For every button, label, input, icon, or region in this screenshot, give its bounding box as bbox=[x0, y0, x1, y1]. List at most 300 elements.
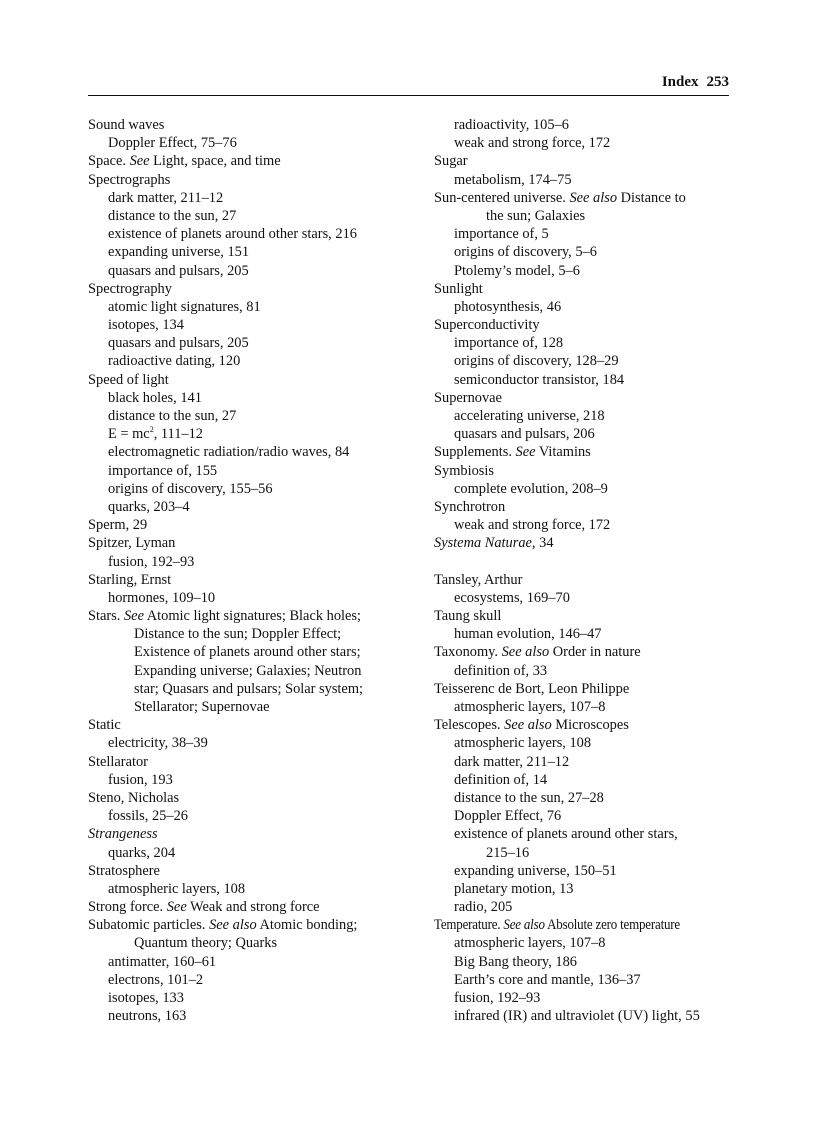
entry-text bbox=[88, 535, 175, 551]
index-subentry bbox=[434, 116, 734, 134]
index-subentry bbox=[88, 589, 408, 607]
entry-term: semiconductor transistor, 184 bbox=[454, 371, 625, 388]
index-entry bbox=[434, 316, 734, 334]
index-subentry bbox=[434, 262, 734, 280]
entry-term: fusion, 192–93 bbox=[454, 990, 541, 1006]
entry-term: accelerating universe, 218 bbox=[454, 408, 605, 424]
entry-text bbox=[88, 717, 121, 733]
entry-term: Sun-centered universe. bbox=[434, 189, 570, 206]
entry-term: Quantum theory; Quarks bbox=[134, 935, 278, 952]
entry-term: Sugar bbox=[434, 153, 468, 170]
entry-term: Stellarator; Supernovae bbox=[134, 699, 270, 715]
entry-term: Spectrography bbox=[88, 280, 172, 297]
entry-term: electromagnetic radiation/radio waves, 84 bbox=[108, 444, 350, 461]
index-subentry bbox=[434, 989, 734, 1007]
entry-text bbox=[108, 463, 217, 479]
entry-term: electrons, 101–2 bbox=[108, 971, 204, 988]
entry-text bbox=[454, 481, 608, 497]
entry-text bbox=[454, 1008, 700, 1024]
entry-reference: Vitamins bbox=[535, 444, 591, 461]
entry-text bbox=[454, 590, 570, 606]
index-entry bbox=[88, 280, 408, 298]
index-column-right bbox=[434, 116, 734, 1025]
entry-text bbox=[88, 572, 171, 588]
entry-text bbox=[434, 390, 502, 406]
entry-text bbox=[108, 1008, 186, 1024]
entry-term: expanding universe, 151 bbox=[108, 244, 250, 261]
index-subentry bbox=[88, 807, 408, 825]
page-number: 253 bbox=[706, 74, 729, 90]
entry-term: quarks, 203–4 bbox=[108, 498, 190, 515]
entry-text bbox=[134, 663, 361, 679]
entry-term: Superconductivity bbox=[434, 317, 540, 334]
entry-text bbox=[108, 590, 215, 606]
entry-text bbox=[454, 372, 624, 388]
entry-term: dark matter, 211–12 bbox=[108, 189, 224, 206]
entry-text bbox=[108, 208, 236, 224]
entry-term: origins of discovery, 155–56 bbox=[108, 480, 273, 497]
index-entry bbox=[88, 862, 408, 880]
index-subentry bbox=[88, 334, 408, 352]
entry-text bbox=[434, 463, 494, 479]
entry-term: existence of planets around other stars, 216 bbox=[108, 226, 357, 243]
index-continuation bbox=[88, 662, 408, 680]
index-subentry bbox=[434, 134, 734, 152]
entry-term: Telescopes. bbox=[434, 717, 505, 734]
index-subentry bbox=[434, 934, 734, 952]
entry-text bbox=[88, 372, 169, 388]
index-subentry bbox=[88, 771, 408, 789]
entry-term: distance to the sun, 27 bbox=[108, 207, 237, 224]
entry-text bbox=[108, 317, 184, 333]
entry-term: Space. bbox=[88, 153, 130, 170]
entry-term: E = mc bbox=[108, 426, 150, 443]
entry-text bbox=[434, 444, 591, 460]
entry-text bbox=[434, 681, 629, 697]
entry-text bbox=[454, 972, 641, 988]
index-subentry bbox=[434, 880, 734, 898]
cross-reference-label: See bbox=[166, 899, 187, 916]
entry-text bbox=[108, 444, 349, 460]
index-subentry bbox=[434, 243, 734, 261]
index-entry bbox=[88, 171, 408, 189]
entry-term: importance of, 155 bbox=[108, 462, 218, 479]
entry-text bbox=[108, 244, 249, 260]
entry-term: quasars and pulsars, 205 bbox=[108, 262, 249, 279]
entry-text bbox=[434, 153, 468, 169]
entry-text bbox=[88, 917, 357, 933]
index-subentry bbox=[434, 516, 734, 534]
index-subentry bbox=[88, 425, 408, 443]
entry-reference: , 111–12 bbox=[153, 426, 203, 443]
entry-term: fusion, 192–93 bbox=[108, 553, 195, 570]
entry-text bbox=[108, 735, 208, 751]
index-entry bbox=[88, 916, 408, 934]
entry-text bbox=[454, 899, 512, 915]
entry-term: Starling, Ernst bbox=[88, 571, 172, 588]
entry-term: Speed of light bbox=[88, 371, 169, 388]
index-entry bbox=[434, 680, 734, 698]
entry-text bbox=[454, 954, 577, 970]
entry-text bbox=[108, 881, 245, 897]
entry-text bbox=[454, 335, 563, 351]
entry-text bbox=[434, 317, 540, 333]
entry-term: the sun; Galaxies bbox=[486, 207, 586, 224]
entry-text bbox=[454, 426, 595, 442]
entry-term: Doppler Effect, 76 bbox=[454, 808, 562, 825]
entry-text bbox=[454, 863, 617, 879]
entry-term: Sound waves bbox=[88, 117, 165, 133]
entry-term: isotopes, 133 bbox=[108, 990, 184, 1006]
entry-text bbox=[454, 663, 547, 679]
index-subentry bbox=[88, 734, 408, 752]
index-entry bbox=[88, 898, 408, 916]
entry-term: radioactive dating, 120 bbox=[108, 353, 241, 370]
entry-term: star; Quasars and pulsars; Solar system; bbox=[134, 680, 364, 697]
entry-text bbox=[434, 644, 641, 660]
index-subentry bbox=[434, 589, 734, 607]
entry-text bbox=[454, 172, 572, 188]
entry-reference: Light, space, and time bbox=[149, 153, 281, 170]
index-subentry bbox=[434, 698, 734, 716]
entry-text bbox=[108, 554, 194, 570]
index-entry bbox=[88, 152, 408, 170]
entry-term: weak and strong force, 172 bbox=[454, 517, 611, 534]
index-entry bbox=[434, 607, 734, 625]
entry-term: fusion, 193 bbox=[108, 771, 173, 788]
cross-reference-label: Strangeness bbox=[88, 826, 158, 843]
entry-term: Static bbox=[88, 717, 121, 734]
index-subentry bbox=[434, 753, 734, 771]
index-continuation bbox=[88, 625, 408, 643]
entry-text bbox=[454, 353, 619, 369]
entry-text bbox=[108, 335, 249, 351]
index-entry bbox=[88, 716, 408, 734]
index-subentry bbox=[434, 298, 734, 316]
index-subentry bbox=[88, 553, 408, 571]
section-title: Index bbox=[661, 74, 699, 90]
entry-text bbox=[454, 826, 678, 842]
entry-text bbox=[454, 881, 574, 897]
index-subentry bbox=[88, 1007, 408, 1025]
index-entry bbox=[434, 534, 734, 552]
entry-text bbox=[134, 644, 361, 660]
entry-term: Supernovae bbox=[434, 389, 502, 406]
index-continuation bbox=[88, 934, 408, 952]
entry-term: atmospheric layers, 108 bbox=[108, 880, 246, 897]
index-subentry bbox=[88, 443, 408, 461]
index-subentry bbox=[88, 953, 408, 971]
entry-term: hormones, 109–10 bbox=[108, 589, 216, 606]
entry-text bbox=[88, 281, 172, 297]
entry-term: definition of, 33 bbox=[454, 662, 548, 679]
entry-text bbox=[88, 172, 170, 188]
index-subentry bbox=[434, 862, 734, 880]
cross-reference-label: Systema Naturae, bbox=[434, 535, 536, 552]
entry-term: Subatomic particles. bbox=[88, 917, 210, 934]
index-subentry bbox=[88, 971, 408, 989]
entry-text bbox=[88, 153, 281, 169]
entry-text bbox=[454, 990, 540, 1006]
index-subentry bbox=[434, 953, 734, 971]
index-entry bbox=[88, 607, 408, 625]
index-subentry bbox=[88, 316, 408, 334]
index-entry bbox=[434, 916, 734, 934]
entry-text bbox=[88, 826, 158, 842]
index-subentry bbox=[88, 243, 408, 261]
index-subentry bbox=[434, 971, 734, 989]
index-entry bbox=[434, 571, 734, 589]
entry-term: Temperature. bbox=[434, 917, 504, 934]
index-subentry bbox=[434, 825, 734, 843]
entry-reference: Microscopes bbox=[551, 717, 629, 734]
index-subentry bbox=[434, 334, 734, 352]
index-entry bbox=[434, 152, 734, 170]
entry-text bbox=[88, 754, 148, 770]
entry-text bbox=[434, 499, 505, 515]
entry-text bbox=[108, 772, 173, 788]
entry-term: isotopes, 134 bbox=[108, 317, 184, 334]
entry-text bbox=[108, 226, 357, 242]
entry-text bbox=[134, 935, 277, 951]
entry-term: fossils, 25–26 bbox=[108, 808, 188, 825]
entry-term: atmospheric layers, 107–8 bbox=[454, 699, 606, 715]
entry-term: metabolism, 174–75 bbox=[454, 171, 572, 188]
index-subentry bbox=[434, 1007, 734, 1025]
entry-term: atmospheric layers, 108 bbox=[454, 735, 592, 752]
entry-term: photosynthesis, 46 bbox=[454, 298, 562, 315]
entry-text bbox=[88, 790, 179, 806]
index-entry bbox=[88, 516, 408, 534]
entry-text bbox=[434, 717, 629, 733]
entry-term: radio, 205 bbox=[454, 899, 513, 916]
index-subentry bbox=[88, 189, 408, 207]
entry-term: Big Bang theory, 186 bbox=[454, 953, 577, 970]
entry-term: Stellarator bbox=[88, 753, 148, 770]
entry-term: dark matter, 211–12 bbox=[454, 753, 570, 770]
entry-term: quasars and pulsars, 205 bbox=[108, 335, 249, 352]
entry-term: Earth’s core and mantle, 136–37 bbox=[454, 971, 641, 988]
cross-reference-label: See bbox=[129, 153, 150, 170]
entry-text bbox=[108, 135, 237, 151]
index-subentry bbox=[434, 625, 734, 643]
entry-term: origins of discovery, 128–29 bbox=[454, 353, 619, 370]
entry-reference: Atomic bonding; bbox=[256, 917, 358, 934]
header-rule bbox=[88, 95, 729, 96]
entry-term: atomic light signatures, 81 bbox=[108, 298, 261, 315]
index-subentry bbox=[434, 662, 734, 680]
index-continuation bbox=[88, 680, 408, 698]
entry-text bbox=[108, 390, 202, 406]
index-entry bbox=[434, 280, 734, 298]
entry-text bbox=[454, 517, 610, 533]
index-entry bbox=[88, 789, 408, 807]
entry-term: 215–16 bbox=[486, 844, 530, 861]
entry-text bbox=[454, 808, 561, 824]
entry-term: Symbiosis bbox=[434, 462, 494, 479]
index-entry bbox=[88, 371, 408, 389]
entry-reference: 34 bbox=[535, 535, 554, 552]
entry-term: Stars. bbox=[88, 608, 124, 625]
entry-text bbox=[108, 808, 188, 824]
index-subentry bbox=[88, 989, 408, 1007]
entry-text bbox=[454, 626, 602, 642]
index-entry bbox=[434, 716, 734, 734]
index-subentry bbox=[88, 225, 408, 243]
entry-term: expanding universe, 150–51 bbox=[454, 862, 617, 879]
entry-term: distance to the sun, 27 bbox=[108, 408, 237, 424]
entry-text bbox=[134, 699, 269, 715]
entry-reference: Distance to bbox=[617, 189, 686, 206]
index-entry bbox=[434, 643, 734, 661]
index-entry bbox=[88, 825, 408, 843]
entry-term: Doppler Effect, 75–76 bbox=[108, 135, 237, 152]
index-subentry bbox=[88, 389, 408, 407]
index-subentry bbox=[434, 734, 734, 752]
entry-text bbox=[434, 572, 522, 588]
index-subentry bbox=[434, 171, 734, 189]
letter-group-gap bbox=[434, 553, 734, 571]
entry-term: Existence of planets around other stars; bbox=[134, 644, 361, 661]
entry-text bbox=[88, 863, 160, 879]
entry-term: importance of, 5 bbox=[454, 226, 549, 243]
index-continuation bbox=[88, 698, 408, 716]
entry-term: atmospheric layers, 107–8 bbox=[454, 935, 606, 952]
entry-text bbox=[454, 135, 610, 151]
entry-text bbox=[454, 735, 591, 751]
entry-reference: Order in nature bbox=[549, 644, 641, 661]
entry-term: neutrons, 163 bbox=[108, 1008, 187, 1025]
entry-text bbox=[434, 281, 483, 297]
entry-text bbox=[108, 990, 184, 1006]
entry-term: importance of, 128 bbox=[454, 335, 564, 352]
index-entry bbox=[434, 462, 734, 480]
index-entry bbox=[434, 498, 734, 516]
entry-text bbox=[88, 517, 147, 533]
entry-text bbox=[108, 954, 216, 970]
entry-text bbox=[454, 244, 597, 260]
cross-reference-label: See also bbox=[501, 644, 550, 661]
superscript: 2 bbox=[149, 425, 154, 435]
cross-reference-label: See also bbox=[569, 189, 618, 206]
entry-text bbox=[108, 190, 223, 206]
entry-term: Sperm, 29 bbox=[88, 517, 148, 534]
entry-term: origins of discovery, 5–6 bbox=[454, 244, 597, 261]
entry-text bbox=[454, 935, 605, 951]
entry-text bbox=[108, 845, 175, 861]
index-subentry bbox=[434, 898, 734, 916]
index-column-left bbox=[88, 116, 408, 1025]
entry-term: Tansley, Arthur bbox=[434, 571, 523, 588]
entry-term: infrared (IR) and ultraviolet (UV) light, 55 bbox=[454, 1008, 700, 1025]
index-subentry bbox=[434, 789, 734, 807]
entry-term: quarks, 204 bbox=[108, 844, 176, 861]
entry-term: planetary motion, 13 bbox=[454, 880, 574, 897]
entry-text bbox=[454, 263, 580, 279]
entry-term: weak and strong force, 172 bbox=[454, 135, 611, 152]
cross-reference-label: See bbox=[123, 608, 144, 625]
cross-reference-label: See also bbox=[503, 917, 545, 934]
entry-term: Taung skull bbox=[434, 608, 502, 625]
entry-text bbox=[454, 117, 569, 133]
running-header bbox=[88, 72, 729, 92]
index-entry bbox=[88, 534, 408, 552]
cross-reference-label: See bbox=[515, 444, 536, 461]
index-continuation bbox=[88, 643, 408, 661]
index-subentry bbox=[88, 844, 408, 862]
entry-term: Expanding universe; Galaxies; Neutron bbox=[134, 662, 362, 679]
index-entry bbox=[88, 116, 408, 134]
entry-term: Supplements. bbox=[434, 444, 516, 461]
entry-text bbox=[454, 226, 549, 242]
entry-term: Strong force. bbox=[88, 899, 167, 916]
entry-text bbox=[454, 699, 605, 715]
entry-term: Ptolemy’s model, 5–6 bbox=[454, 262, 580, 279]
index-subentry bbox=[434, 480, 734, 498]
entry-text bbox=[108, 299, 261, 315]
entry-text bbox=[454, 754, 569, 770]
index-subentry bbox=[434, 807, 734, 825]
index-subentry bbox=[88, 298, 408, 316]
entry-text bbox=[486, 845, 529, 861]
entry-term: radioactivity, 105–6 bbox=[454, 117, 569, 133]
index-subentry bbox=[88, 880, 408, 898]
entry-term: Steno, Nicholas bbox=[88, 789, 180, 806]
index-entry bbox=[434, 389, 734, 407]
entry-term: definition of, 14 bbox=[454, 771, 548, 788]
entry-text bbox=[434, 535, 554, 551]
entry-text bbox=[88, 608, 361, 624]
entry-text bbox=[434, 190, 686, 206]
entry-term: Sunlight bbox=[434, 280, 483, 297]
index-continuation bbox=[434, 844, 734, 862]
entry-text bbox=[134, 626, 341, 642]
entry-term: Spitzer, Lyman bbox=[88, 535, 176, 552]
entry-text bbox=[108, 481, 273, 497]
index-entry bbox=[434, 443, 734, 461]
index-continuation bbox=[434, 207, 734, 225]
entry-text bbox=[434, 916, 680, 934]
index-subentry bbox=[88, 407, 408, 425]
entry-term: Stratosphere bbox=[88, 862, 160, 879]
entry-text bbox=[434, 608, 501, 624]
entry-term: complete evolution, 208–9 bbox=[454, 480, 608, 497]
cross-reference-label: See also bbox=[209, 917, 257, 934]
entry-text bbox=[454, 772, 547, 788]
index-subentry bbox=[434, 771, 734, 789]
entry-text bbox=[108, 353, 240, 369]
index-subentry bbox=[88, 134, 408, 152]
index-subentry bbox=[88, 498, 408, 516]
entry-text bbox=[454, 299, 561, 315]
entry-term: Taxonomy. bbox=[434, 644, 502, 661]
entry-text bbox=[108, 499, 190, 515]
entry-text bbox=[486, 208, 585, 224]
index-entry bbox=[434, 189, 734, 207]
entry-text bbox=[134, 681, 363, 697]
entry-reference: Absolute zero temperature bbox=[544, 917, 680, 934]
entry-text bbox=[108, 972, 203, 988]
index-subentry bbox=[434, 425, 734, 443]
entry-text bbox=[454, 790, 604, 806]
entry-text bbox=[88, 117, 164, 133]
entry-term: distance to the sun, 27–28 bbox=[454, 789, 604, 806]
entry-term: ecosystems, 169–70 bbox=[454, 589, 570, 606]
index-subentry bbox=[434, 352, 734, 370]
index-entry bbox=[88, 753, 408, 771]
entry-reference: Atomic light signatures; Black holes; bbox=[143, 608, 362, 625]
entry-text bbox=[454, 408, 605, 424]
